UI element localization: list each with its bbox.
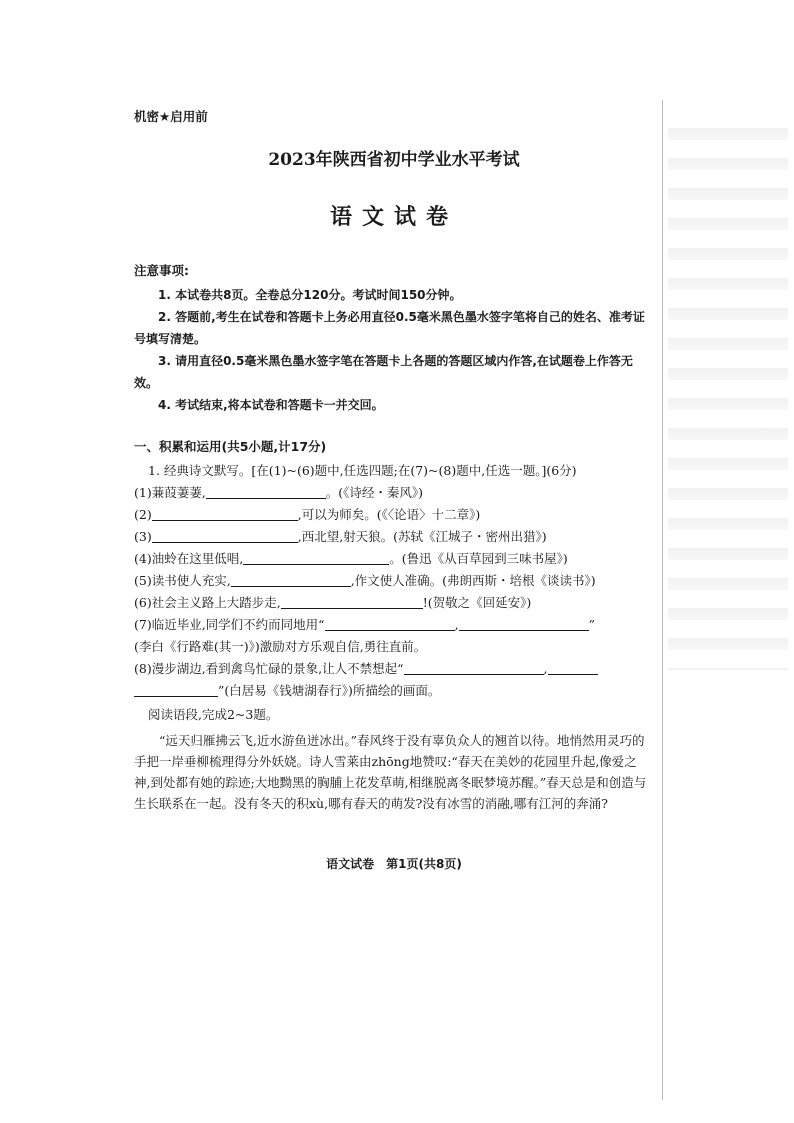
q1-7-text-a: (7)临近毕业,同学们不约而同地用“ (134, 617, 325, 632)
q1-1-text-b: 。(《诗经・秦风》) (325, 485, 423, 500)
q1-2-text-b: ,可以为师矣。(《〈论语〉十二章》) (297, 507, 481, 522)
q1-intro: 1. 经典诗文默写。[在(1)~(6)题中,任选四题;在(7)~(8)题中,任选一题。](6分) (148, 463, 577, 478)
page-edge (662, 100, 663, 1100)
notice-item: 2. 答题前,考生在试卷和答题卡上务必用直径0.5毫米黑色墨水签字笔将自己的姓名、准考证号填写清楚。 (134, 310, 645, 346)
answer-blank[interactable] (231, 573, 351, 587)
section-heading: 一、积累和运用(共5小题,计17分) (134, 439, 327, 454)
secret-label: 机密★启用前 (134, 109, 208, 124)
q1-6-text-a: (6)社会主义路上大踏步走, (134, 595, 281, 610)
q1-2 (134, 506, 654, 524)
q1-7-separator: , (454, 617, 459, 632)
q1-7 (134, 616, 654, 634)
paper-title: 语文试卷 (329, 204, 458, 230)
q1-8-text-c: ”(白居易《钱塘湖春行》)所描绘的画面。 (218, 683, 441, 698)
q1-3 (134, 528, 654, 546)
q1-5 (134, 572, 654, 590)
q1-5-text-b: ,作文使人准确。(弗朗西斯・培根《谈读书》) (350, 573, 596, 588)
q1-1 (134, 484, 654, 502)
exam-title: 2023年陕西省初中学业水平考试 (268, 150, 520, 170)
q1-5-text-a: (5)读书使人充实, (134, 573, 231, 588)
q1-6-text-b: !(贺敬之《回延安》) (422, 595, 532, 610)
q1-8-separator: , (543, 661, 548, 676)
notice-item: 4. 考试结束,将本试卷和答题卡一并交回。 (158, 398, 384, 412)
answer-blank[interactable] (206, 485, 326, 499)
q1-2-text-a: (2) (134, 507, 152, 522)
answer-blank[interactable] (152, 507, 298, 521)
q1-8 (134, 660, 654, 678)
answer-blank[interactable] (459, 617, 589, 631)
q1-3-text-a: (3) (134, 529, 152, 544)
answer-blank[interactable] (134, 683, 218, 697)
answer-blank[interactable] (281, 595, 423, 609)
notice-item: 3. 请用直径0.5毫米黑色墨水签字笔在答题卡上各题的答题区域内作答,在试题卷上作答无效。 (134, 354, 633, 390)
answer-blank[interactable] (548, 661, 598, 675)
notice-item: 1. 本试卷共8页。全卷总分120分。考试时间150分钟。 (158, 288, 462, 302)
bleed-through-texture (668, 110, 788, 670)
page-footer: 语文试卷 第1页(共8页) (326, 857, 462, 871)
q1-4-text-b: 。(鲁迅《从百草园到三味书屋》) (389, 551, 568, 566)
reading-passage: “远天归雁拂云飞,近水游鱼迸冰出。”春风终于没有辜负众人的翘首以待。地悄然用灵巧的手把一岸垂柳梳理得分外妖娆。诗人雪莱由zhōng地赞叹:“春天在美妙的花园里升起,像爱之神,到处都有她的踪迹;大地黝黑的胸脯上花发草萌,相继脱离冬眠梦境苏醒。”春天总是和创造与生长联系在一起。没有冬天的积xù,哪有春天的萌发?没有冰雪的消融,哪有江河的奔涌? (134, 733, 647, 811)
answer-blank[interactable] (152, 529, 298, 543)
q1-6 (134, 594, 654, 612)
q1-7-close-quote: ” (588, 617, 595, 632)
notice-heading: 注意事项: (134, 263, 189, 278)
q1-3-text-b: ,西北望,射天狼。(苏轼《江城子・密州出猎》) (297, 529, 547, 544)
reading-prompt: 阅读语段,完成2~3题。 (148, 707, 279, 722)
q1-7-cont: (李白《行路难(其一)》)激励对方乐观自信,勇往直前。 (134, 639, 427, 654)
q1-1-text-a: (1)蒹葭萋萋, (134, 485, 206, 500)
answer-blank[interactable] (325, 617, 455, 631)
answer-blank[interactable] (404, 661, 544, 675)
answer-blank[interactable] (243, 551, 389, 565)
q1-4 (134, 550, 654, 568)
q1-8-cont (134, 682, 654, 700)
q1-4-text-a: (4)油蛉在这里低唱, (134, 551, 244, 566)
q1-8-text-a: (8)漫步湖边,看到禽鸟忙碌的景象,让人不禁想起“ (134, 661, 404, 676)
